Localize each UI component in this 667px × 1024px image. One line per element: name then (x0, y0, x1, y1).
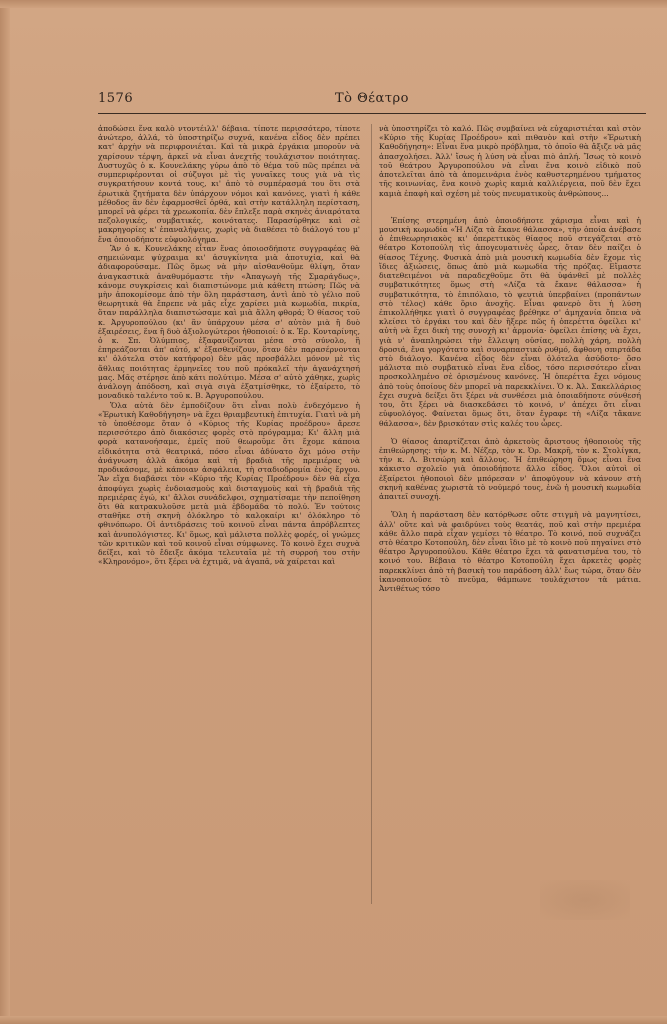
left-paragraph-2: Ἂν ὁ κ. Κουνελάκης εἶταν ἕνας ὁποιοσδήποτε συγγραφέας θὰ σημειώναμε ψύχραιμα κι' ἀσυγκίνητα μιὰ ἀποτυχία, καὶ θὰ ἀδιαφορούσαμε. Πῶς ὅμως νὰ μὴν αἰσθανθοῦμε θλίψη, ὅταν ἀναγκαστικὰ ἀναθυμόμαστε τὴν «Ἀπαγωγὴ τῆς Σμαράγδως», κάνομε συγκρίσεις καὶ διαπιστώνομε μιὰ κάθετη πτώση; Πῶς νὰ μὴν ἀποκομίσομε ἀπὸ τὴν ὅλη παράσταση, ἀντὶ ἀπὸ τὸ γέλιο ποῦ θεωρητικὰ θὰ ἔπρεπε νὰ μᾶς εἶχε χαρίσει μιὰ κωμωδία, πικρία, ὅταν παράλληλα διαπιστώσαμε καὶ μιὰ ἄλλη φθορά; Ὁ θίασος τοῦ κ. Ἀργυροπούλου (κι' ἂν ὑπάρχουν μέσα σ' αὐτὸν μιὰ ἢ δυὸ ἐξαιρέσεις, ἕνα ἢ δυὸ ἀξιολογώτεροι ἠθοποιοί: ὁ κ. Ἐρ. Κονταρίνης, ὁ κ. Σπ. Ὀλύμπιος, ἐξαφανίζονται μέσα στὸ σύνολο, ἢ ἐπηρεάζονται ἀπ' αὐτό, κ' ἐξασθενίζουν, ὅταν δὲν παρασέρνονται κι' ὁλότελα στὸν κατήφορο) δὲν μᾶς προσβάλλει μόνον μὲ τὶς ἄθλιας ποιότητας ἑρμηνεῖες του ποῦ πρόκαλεῖ τὴν ἀγανάχτησή μας. Μᾶς στέρησε ἀπὸ κάτι πολύτιμο. Μέσα σ' αὐτὸ χάθηκε, χωρὶς ἀνάλογη ἀπόδοση, καὶ σιγὰ σιγὰ ἐξατμίσθηκε, τὸ ἐξαίρετο, τὸ μοναδικὸ ταλέντο τοῦ κ. Β. Ἀργυροπούλου. (98, 243, 360, 401)
right-paragraph-4: Ὅλη ἡ παράσταση δὲν κατόρθωσε οὔτε στιγμὴ νὰ μαγνητίσει, ἀλλ' οὔτε καὶ νὰ φαιδρύνει τοὺς θεατάς, ποῦ καὶ στὴν πρεμιέρα κάθε ἄλλο παρὰ εἶχαν γεμίσει τὸ θέατρο. Τὸ κοινό, ποῦ συχνάζει στὸ θέατρο Κοτοπούλη, δὲν εἶναι ἴδιο μὲ τὸ κοινὸ ποῦ πηγαίνει στὸ θέατρο Ἀργυροπούλου. Κάθε θέατρο ἔχει τὰ φανατισμένα του, τὸ κοινό του. Βέβαια τὸ θέατρο Κοτοπούλη ἔχει ἀρκετὲς φορὲς παρεκκλίνει ἀπὸ τὴ βασικὴ του παράδοση ἀλλ' ἔως τώρα, ὅταν δὲν ἱκανοποιοῦσε τὸ πνεῦμα, θάμπωνε τουλάχιστον τὰ μάτια. Ἀντιθέτως τόσο (379, 510, 641, 594)
paper-edge-bottom (0, 1016, 667, 1024)
left-column (98, 124, 360, 567)
page-header (98, 91, 646, 111)
right-paragraph-3: Ὁ θίασος ἀπαρτίζεται ἀπὸ ἀρκετοὺς ἄριστους ἠθοποιοὺς τῆς ἐπιθεώρησης: τὴν κ. Μ. Νέζερ, τὸν κ. Ὀρ. Μακρῆ, τὸν κ. Στολίγκα, τὴν κ. Λ. Βιτσώρη καὶ ἄλλους. Ἡ ἐπιθεώρηση ὅμως εἶναι ἕνα κάκιστο σχολεῖο γιὰ ὁποιοδήποτε ἄλλο εἶδος. Ὅλοι αὐτοὶ οἱ ἐξαίρετοι ἠθοποιοὶ δὲν μπόρεσαν ν' ἀποφύγουν νὰ κάνουν στὴ σκηνὴ καθένας χωριστὰ τὸ νούμερό τους, ἐνῶ ἡ μουσικὴ κωμωδία ἀπαιτεῖ συνοχή. (379, 436, 641, 502)
left-paragraph-3: Ὅλα αὐτὰ δὲν ἐμποδίζουν ὅτι εἶναι πολὺ ἐνδεχόμενο ἡ «Ἐρωτικὴ Καθοδήγηση» νὰ ἔχει θριαμβευτικὴ ἐπιτυχία. Γιατὶ νὰ μὴ τὸ ὑποθέσομε ὅταν ὁ «Κύριος τῆς Κυρίας προέδρου» ἄρεσε περισσότερο ἀπὸ διακόσιες φορὲς στὸ πρόγραμμα; Κι' ἄλλη μιὰ φορὰ κατανοήσαμε, ἐμεῖς ποῦ θεωροῦμε ὅτι ἔχομε κάποια εἰδικότητα στὰ θεατρικά, πόσο εἶναι ἀδύνατο ὄχι μόνο στὴν ἀνάγνωση ἀλλὰ ἀκόμα καὶ τὴ βραδιὰ τῆς πρεμιέρας νὰ προδικάσομε, μὲ κάποιαν ἀσφάλεια, τὴ σταδιοδρομία ἑνὸς ἔργου. Ἂν εἴχα διαβάσει τὸν «Κύριο τῆς Κυρίας Προέδρου» δὲν θὰ εἶχα ἀποφύγει χωρὶς ἐνδοιασμοὺς καὶ δισταγμοὺς καὶ τὴ βραδιὰ τῆς πρεμιέρας ἐγώ, κι' ἄλλοι συνάδελφοι, σχηματίσαμε τὴν πεποίθηση ὅτι θὰ κατρακυλοῦσε μετὰ μιὰ ἑβδομάδα τὸ πολύ. Ἐν τούτοις σταθῆκε στὴ σκηνὴ ὁλόκληρο τὸ καλοκαίρι κι' ὁλόκληρο τὸ φθινόπωρο. Οἱ ἀντιδράσεις τοῦ κοινοῦ εἶναι πάντα ἀπρόβλεπτες καὶ ἀνυπολόγιστες. Κι' ὅμως, καὶ μάλιστα πολλὲς φορές, οἱ γνώμες τῶν κριτικῶν καὶ τοῦ κοινοῦ εἶναι σύμφωνες. Τὸ κοινὸ ἔχει συχνὰ δείξει, καὶ τὸ ἔδειξε ἀκόμα τελευταῖα μὲ τὴ συρροή του στὴν «Κληρονόμο», ὅτι ξέρει νὰ ἐχτιμᾶ, νὰ ἀγαπᾶ, νὰ χαίρεται καὶ (98, 400, 360, 567)
paper-stain (540, 880, 630, 920)
right-paragraph-2: Ἐπίσης στερημένη ἀπὸ ὁποιοδήποτε χάρισμα εἶναι καὶ ἡ μουσικὴ κωμωδία «Ἡ Λίζα τὰ ἔκανε θάλασσα», τὴν ὁποία ἀνέβασε ὁ ἐπιθεωρησιακὸς κι' ὀπερεττικὸς θίασος ποῦ στεγάζεται στὸ θέατρο Κοτοπούλη τὶς ἀπογευματινὲς ὧρες, ὅταν δὲν παίζει ὁ θίασος Τέχνης. Φυσικὰ ἀπὸ μιὰ μουσικὴ κωμωδία δὲν ἔχομε τὶς ἴδιες ἀξιώσεις, ὅπως ἀπὸ μιὰ κωμωδία τῆς πρόζας. Εἴμαστε διατεθειμένοι νὰ παραδεχθοῦμε ὅτι θὰ ὑφάνθεῖ μὲ πολλὲς συμβατικότητες ὅμως στὴ «Λίζα τὰ ἔκανε θάλασσα» ἡ συμβατικότητα, τὸ ἐπιπόλαιο, τὸ ψευτιὰ ὑπερβαίνει (προπάντων στὸ τέλος) κάθε ὅριο ἀνοχῆς. Εἶναι φανερὸ ὅτι ἡ λύση ἐπικολλήθηκε γιατὶ ὁ συγγραφέας βρέθηκε σ' ἀμηχανία ὅπεια νὰ κλείσει τὸ ἐργάκι του καὶ δὲν ἤξερε πῶς ἡ ὀπερέττα ὀφείλει κι' αὐτὴ νὰ ἔχει δικὴ της συνοχὴ κι' ἁρμονία· ὀφείλει ἐπίσης νὰ ἔχει, γιὰ ν' ἀναπληρώσει τὴν ἔλλειψη οὐσίας, πολλὴ χάρη, πολλὴ δροσιά, ἕνα γοργότατο καὶ συναρπαστικὸ ρυθμό, ἄφθονη σπιρτάδα στὸ διάλογο. Κανένα εἶδος δὲν εἶναι ὁλότελα ἀσύδοτο· ὅσο μάλιστα πιὸ συμβατικὸ εἶναι ἕνα εἶδος, τόσο περισσότερο εἶναι προσκολλημένο σὲ ὁρισμένους κανόνες. Ἡ ὀπερέττα ἔχει νόμους ἀπὸ τοὺς ὁποίους δὲν μπορεῖ νὰ παρεκκλίνει. Ὁ κ. Ἀλ. Σακελλάριος ἔχει συχνὰ δείξει ὅτι ξέρει νὰ συνθέσει μιὰ ὁποιαδήποτε σύνθεσή του, ὅτι ξέρει νὰ διασκεδάσει τὸ κοινό, ν' ἀπέχει ὅτι εἶναι εὐφυολόγος. Φαίνεται ὅμως ὅτι, ὅταν ἔγραφε τὴ «Λίζα τἄκανε θάλασσα», δὲν βρισκόταν στὶς καλές του ὧρες. (379, 215, 641, 428)
right-column (379, 124, 641, 593)
paper-edge-left (0, 0, 10, 1024)
page-number: 1576 (98, 91, 134, 106)
paper-edge-top (0, 0, 667, 8)
left-paragraph-1: ἀποδώσει ἕνα καλὸ ντοντέιλλ' δέβαια. τίποτε περισσότερο, τίποτε ἀνώτερο, ἀλλά, τὸ ὑποστηρίζω συχνά, κανένα εἶδος δὲν πρέπει κατ' ἀρχὴν νὰ περιφρονιέται. Καὶ τὰ μικρὰ ἐργάκια μποροῦν νὰ χαρίσουν τέρψη, ἀρκεῖ νὰ εἶναι ἀνεχτῆς τουλάχιστον ποιότητας. Δυστυχῶς ὁ κ. Κουνελάκης γύρω ἀπὸ τὸ θέμα τοῦ πῶς πρέπει νὰ συμπεριφέρονται οἱ σύζυγοι μὲ τὶς γυναῖκες τους γιὰ νὰ τὶς συγκρατήσουν κοντά τους, κι' ἀπὸ τὸ συμπέρασμά του ὅτι στὰ ἐρωτικὰ ζητήματα δὲν ὑπάρχουν νόμοι καὶ κανόνες, γιατὶ ἡ κάθε μέθοδος ἂν δὲν ἐφαρμοσθεῖ ὀρθά, καὶ στὴν κατάλληλη περίσταση, μπορεῖ νὰ φέρει τὰ χρεωκοπία. δὲν ἔπλεξε παρὰ σκηνὲς ἀνιαρότατα πεζολογικές, συμβατικές, κοινότατες. Παρασύρθηκε καὶ σὲ μακρηγορίες κ' ἐπαναλήψεις, χωρὶς νὰ διαθέσει τὸ διάλογό του μ' ἕνα ὁποιοδήποτε εὐφυολόγημα. (98, 124, 360, 244)
header-rule (98, 113, 646, 114)
right-paragraph-1: νὰ ὑποστηρίζει τὸ καλό. Πῶς συμβαίνει νὰ εὐχαριστιέται καὶ στὸν «Κύριο τῆς Κυρίας Προέδρου» καὶ πιθανὸν καὶ στὴν «Ἐρωτικὴ Καθοδήγηση»: Εἶναι ἕνα μικρὸ πρόβλημα, τὸ ὁποῖο θὰ ἄξιζε νὰ μᾶς ἀπασχολήσει. Ἀλλ' ἴσως ἡ λύση νὰ εἶναι πιὸ ἁπλή. Ἴσως τὸ κοινὸ τοῦ θεάτρου Ἀργυροπούλου νὰ εἶναι ἕνα κοινὸ εἰδικὸ ποῦ ἀποτελεῖται ἀπὸ τὰ ἀπομεινάρια ἑνὸς καθυστερημένου τμήματος τῆς κοινωνίας, ἕνα κοινὸ χωρὶς καμιὰ καλλιέργεια, ποῦ δὲν ἔχει καμιὰ ἐπαφὴ καὶ σχέση μὲ τοὺς πνευματικοὺς ἀνθρώπους... (379, 124, 641, 198)
column-divider (371, 124, 372, 904)
running-title: Τὸ Θέατρο (335, 91, 409, 106)
